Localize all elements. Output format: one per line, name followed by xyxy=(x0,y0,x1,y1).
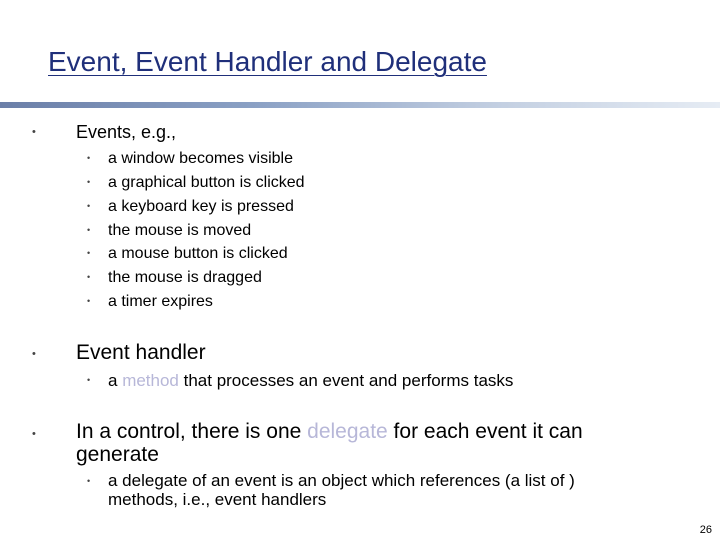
heading-text: In a control, there is one xyxy=(76,420,308,443)
heading-line: generate xyxy=(76,443,159,466)
bullet-icon: • xyxy=(87,248,91,258)
heading-line xyxy=(76,420,583,443)
list-item: a window becomes visible xyxy=(108,150,293,167)
list-item: the mouse is dragged xyxy=(108,269,262,286)
title-divider xyxy=(0,102,720,108)
bullet-icon: • xyxy=(87,272,91,282)
list-item: a mouse button is clicked xyxy=(108,245,288,262)
list-item: a keyboard key is pressed xyxy=(108,198,294,215)
bullet-icon: • xyxy=(87,296,91,306)
list-item: the mouse is moved xyxy=(108,222,252,239)
bullet-icon: • xyxy=(32,428,36,440)
method-term: method xyxy=(122,371,179,390)
delegate-term: delegate xyxy=(307,420,388,443)
bullet-icon: • xyxy=(32,126,36,138)
delegate-definition xyxy=(108,471,575,509)
section-heading-event-handler: Event handler xyxy=(76,341,206,364)
list-item: a timer expires xyxy=(108,293,213,310)
bullet-icon: • xyxy=(87,201,91,211)
definition-text: that processes an event and performs tasks xyxy=(178,371,514,390)
bullet-icon: • xyxy=(87,225,91,235)
page-number: 26 xyxy=(699,524,712,536)
bullet-icon: • xyxy=(87,476,91,486)
list-item: a graphical button is clicked xyxy=(108,174,305,191)
section-heading-events: Events, e.g., xyxy=(76,122,177,142)
bullet-icon: • xyxy=(87,153,91,163)
bullet-icon: • xyxy=(87,177,91,187)
event-handler-definition xyxy=(108,371,513,391)
heading-text: for each event it can xyxy=(387,420,583,443)
section-heading-delegate xyxy=(76,420,583,466)
bullet-icon: • xyxy=(32,348,36,360)
definition-line: a delegate of an event is an object which references (a list of ) xyxy=(108,471,575,490)
definition-text: a xyxy=(108,371,123,390)
definition-line: methods, i.e., event handlers xyxy=(108,490,327,509)
page-title: Event, Event Handler and Delegate xyxy=(48,46,487,77)
bullet-icon: • xyxy=(87,375,91,385)
